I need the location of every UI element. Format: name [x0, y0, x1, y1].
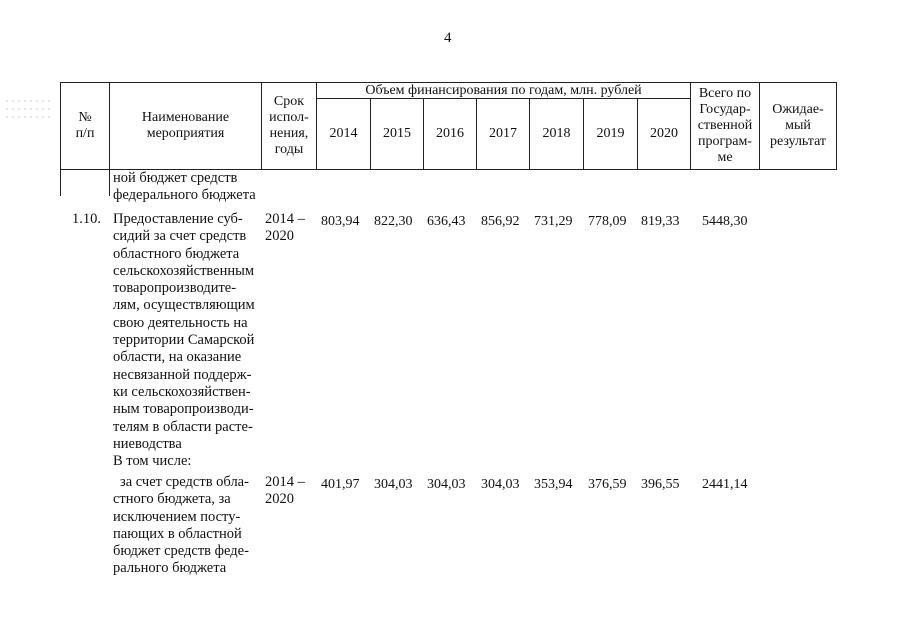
row-1-total: 5448,30: [702, 214, 748, 229]
row-3-term: 2014 – 2020: [265, 474, 305, 508]
header-total: Всего по Государ- ственной програм- ме: [690, 82, 760, 170]
desc-line: федерального бюджета: [113, 187, 256, 204]
row-3-value-2019: 376,59: [588, 477, 627, 492]
desc-line: сидий за счет средств: [113, 228, 247, 245]
desc-line: Предоставление суб-: [113, 211, 243, 227]
row-0-description: [113, 170, 269, 205]
row-1-value-2014: 803,94: [321, 214, 360, 229]
header-year-2020: 2020: [637, 98, 691, 170]
header-funding-title: Объем финансирования по годам, млн. рублей: [316, 82, 691, 99]
desc-line: бюджет средств феде-: [113, 543, 249, 560]
header-name: Наименование мероприятия: [109, 82, 262, 170]
desc-line: лям, осуществляющим: [113, 297, 255, 314]
row-1-value-2017: 856,92: [481, 214, 520, 229]
page-number: 4: [444, 30, 452, 46]
desc-line: ки сельскохозяйствен-: [113, 383, 251, 400]
table-header: [60, 82, 837, 170]
row-1-value-2016: 636,43: [427, 214, 466, 229]
desc-line: стного бюджета, за: [113, 491, 231, 508]
row-3-value-2018: 353,94: [534, 477, 573, 492]
desc-line: пающих в областной: [113, 525, 242, 542]
header-num: № п/п: [60, 82, 110, 170]
row-1-description: [113, 211, 269, 453]
row-3-description: [113, 474, 269, 578]
scan-noise: [6, 94, 54, 134]
row-3-value-2020: 396,55: [641, 477, 680, 492]
header-result: Ожидае- мый результат: [759, 82, 837, 170]
row-1-value-2018: 731,29: [534, 214, 573, 229]
desc-line: ной бюджет средств: [113, 170, 238, 186]
desc-line: рального бюджета: [113, 560, 227, 577]
desc-line: области, на оказание: [113, 349, 242, 366]
header-year-2015: 2015: [370, 98, 424, 170]
desc-line: свою деятельность на: [113, 314, 248, 331]
row-1-number: 1.10.: [72, 211, 101, 227]
header-year-2018: 2018: [529, 98, 584, 170]
row-1-value-2019: 778,09: [588, 214, 627, 229]
header-year-2017: 2017: [476, 98, 530, 170]
row-3-value-2016: 304,03: [427, 477, 466, 492]
header-year-2014: 2014: [316, 98, 371, 170]
desc-line: ниеводства: [113, 435, 182, 452]
row-2-description: В том числе:: [113, 453, 192, 469]
row-1-value-2015: 822,30: [374, 214, 413, 229]
row-3-value-2014: 401,97: [321, 477, 360, 492]
row-3-value-2017: 304,03: [481, 477, 520, 492]
desc-line: телям в области расте-: [113, 418, 253, 435]
row-1-value-2020: 819,33: [641, 214, 680, 229]
desc-line: несвязанной поддерж-: [113, 366, 252, 383]
num-column-divider: [109, 170, 110, 196]
desc-line: территории Самарской: [113, 332, 255, 349]
desc-line: за счет средств обла-: [120, 474, 249, 490]
desc-line: исключением посту-: [113, 508, 241, 525]
desc-line: товаропроизводите-: [113, 280, 237, 297]
row-3-total: 2441,14: [702, 477, 748, 492]
left-border-line: [60, 170, 61, 196]
row-1-term: 2014 – 2020: [265, 211, 305, 245]
header-term: Срок испол- нения, годы: [261, 82, 317, 170]
desc-line: областного бюджета: [113, 245, 240, 262]
header-year-2019: 2019: [583, 98, 638, 170]
desc-line: сельскохозяйственным: [113, 262, 255, 279]
row-3-value-2015: 304,03: [374, 477, 413, 492]
desc-line: ным товаропроизводи-: [113, 401, 254, 418]
header-year-2016: 2016: [423, 98, 477, 170]
